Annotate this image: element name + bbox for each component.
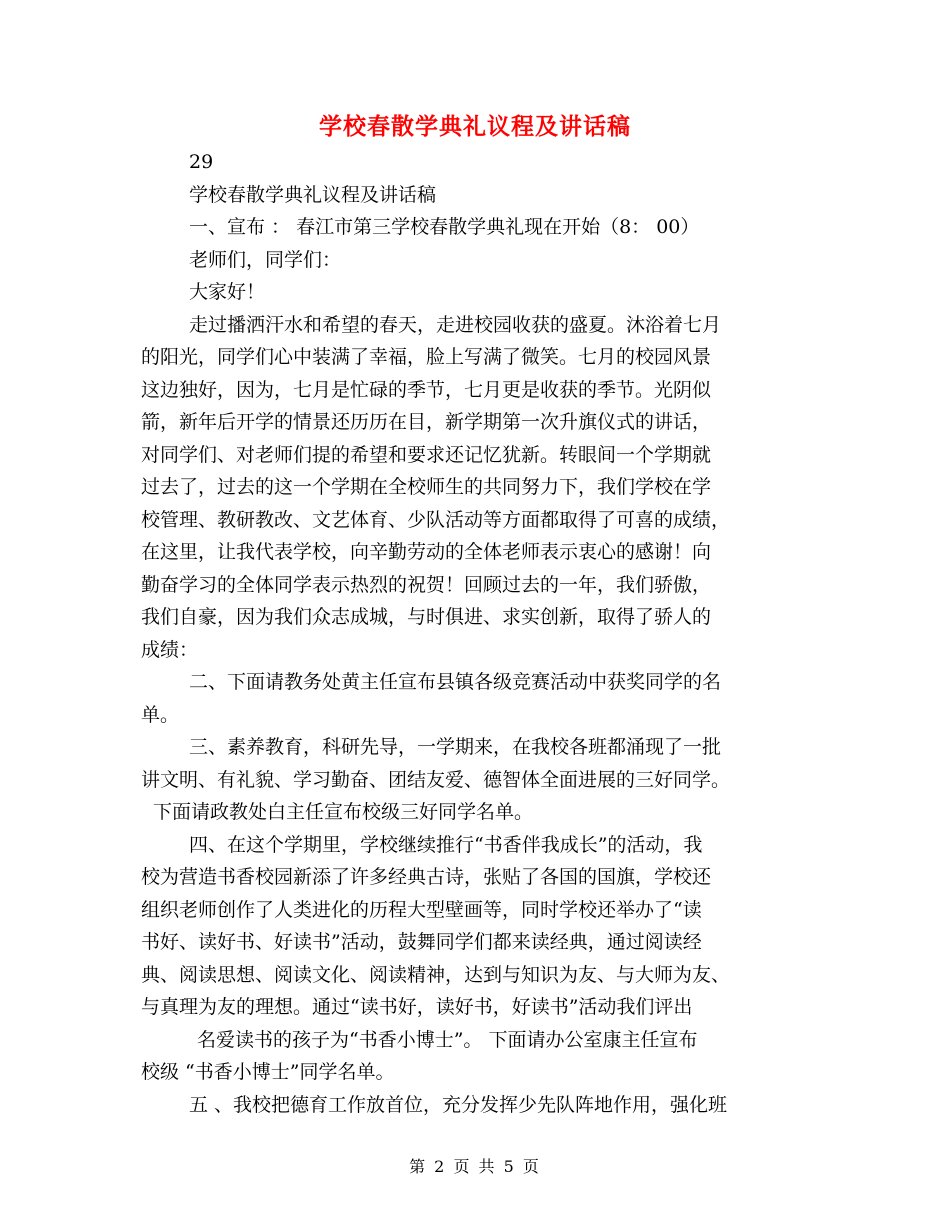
text-line: 校级 “书香小博士”同学名单。 xyxy=(141,1061,395,1083)
text-line: 与真理为友的理想。通过“读书好，读好书，好读书”活动我们评出 xyxy=(141,996,693,1018)
text-line: 典、阅读思想、阅读文化、阅读精神，达到与知识为友、与大师为友、 xyxy=(141,963,731,986)
text-line: 名爱读书的孩子为“书香小博士”。 下面请办公室康主任宣布 xyxy=(197,1028,698,1051)
text-line: 这边独好，因为，七月是忙碌的季节，七月更是收获的季节。光阴似 xyxy=(141,378,712,401)
text-line: 在这里，让我代表学校，向辛勤劳动的全体老师表示衷心的感谢！向 xyxy=(141,541,712,563)
document-body xyxy=(141,146,809,1121)
text-line: 校管理、教研教改、文艺体育、少队活动等方面都取得了可喜的成绩， xyxy=(141,508,731,531)
text-line: 我们自豪，因为我们众志成城，与时俱进、求实创新，取得了骄人的 xyxy=(141,606,712,628)
document-title: 学校春散学典礼议程及讲话稿 xyxy=(319,114,631,140)
text-line: 单。 xyxy=(141,703,180,726)
text-line: 29 xyxy=(189,151,214,173)
text-line: 箭，新年后开学的情景还历历在目，新学期第一次升旗仪式的讲话， xyxy=(141,411,712,433)
text-line: 的阳光，同学们心中装满了幸福，脸上写满了微笑。七月的校园风景 xyxy=(141,346,712,368)
text-line: 五 、我校把德育工作放首位，充分发挥少先队阵地作用，强化班 xyxy=(189,1093,728,1116)
text-line: 组织老师创作了人类进化的历程大型壁画等，同时学校还举办了“读 xyxy=(141,898,702,921)
text-line: 大家好！ xyxy=(189,281,266,303)
text-line: 讲文明、有礼貌、学习勤奋、团结友爱、德智体全面进展的三好同学。 xyxy=(141,768,731,791)
text-line: 走过播洒汗水和希望的春天，走进校园收获的盛夏。沐浴着七月 xyxy=(189,313,722,336)
text-line: 勤奋学习的全体同学表示热烈的祝贺！回顾过去的一年，我们骄傲， xyxy=(141,573,712,596)
text-line: 一、宣布 ： 春江市第三学校春散学典礼现在开始（8： 00） xyxy=(189,216,700,238)
text-line: 过去了，过去的这一个学期在全校师生的共同努力下，我们学校在学 xyxy=(141,476,712,498)
text-line: 下面请政教处白主任宣布校级三好同学名单。 xyxy=(153,801,534,823)
text-line: 学校春散学典礼议程及讲话稿 xyxy=(189,183,437,206)
text-line: 三、素养教育，科研先导，一学期来，在我校各班都涌现了一批 xyxy=(189,736,722,758)
text-line: 书好、读好书、好读书”活动，鼓舞同学们都来读经典，通过阅读经 xyxy=(141,931,702,953)
text-line: 成绩： xyxy=(141,638,199,661)
page-footer: 第 2 页 共 5 页 xyxy=(409,1157,541,1176)
text-line: 校为营造书香校园新添了许多经典古诗，张贴了各国的国旗，学校还 xyxy=(141,866,712,888)
text-line: 二、下面请教务处黄主任宣布县镇各级竞赛活动中获奖同学的名 xyxy=(189,671,722,693)
text-line: 四、在这个学期里，学校继续推行“书香伴我成长”的活动，我 xyxy=(189,833,703,856)
text-line: 老师们，同学们： xyxy=(189,248,342,271)
text-line: 对同学们、对老师们提的希望和要求还记忆犹新。转眼间一个学期就 xyxy=(141,443,712,466)
